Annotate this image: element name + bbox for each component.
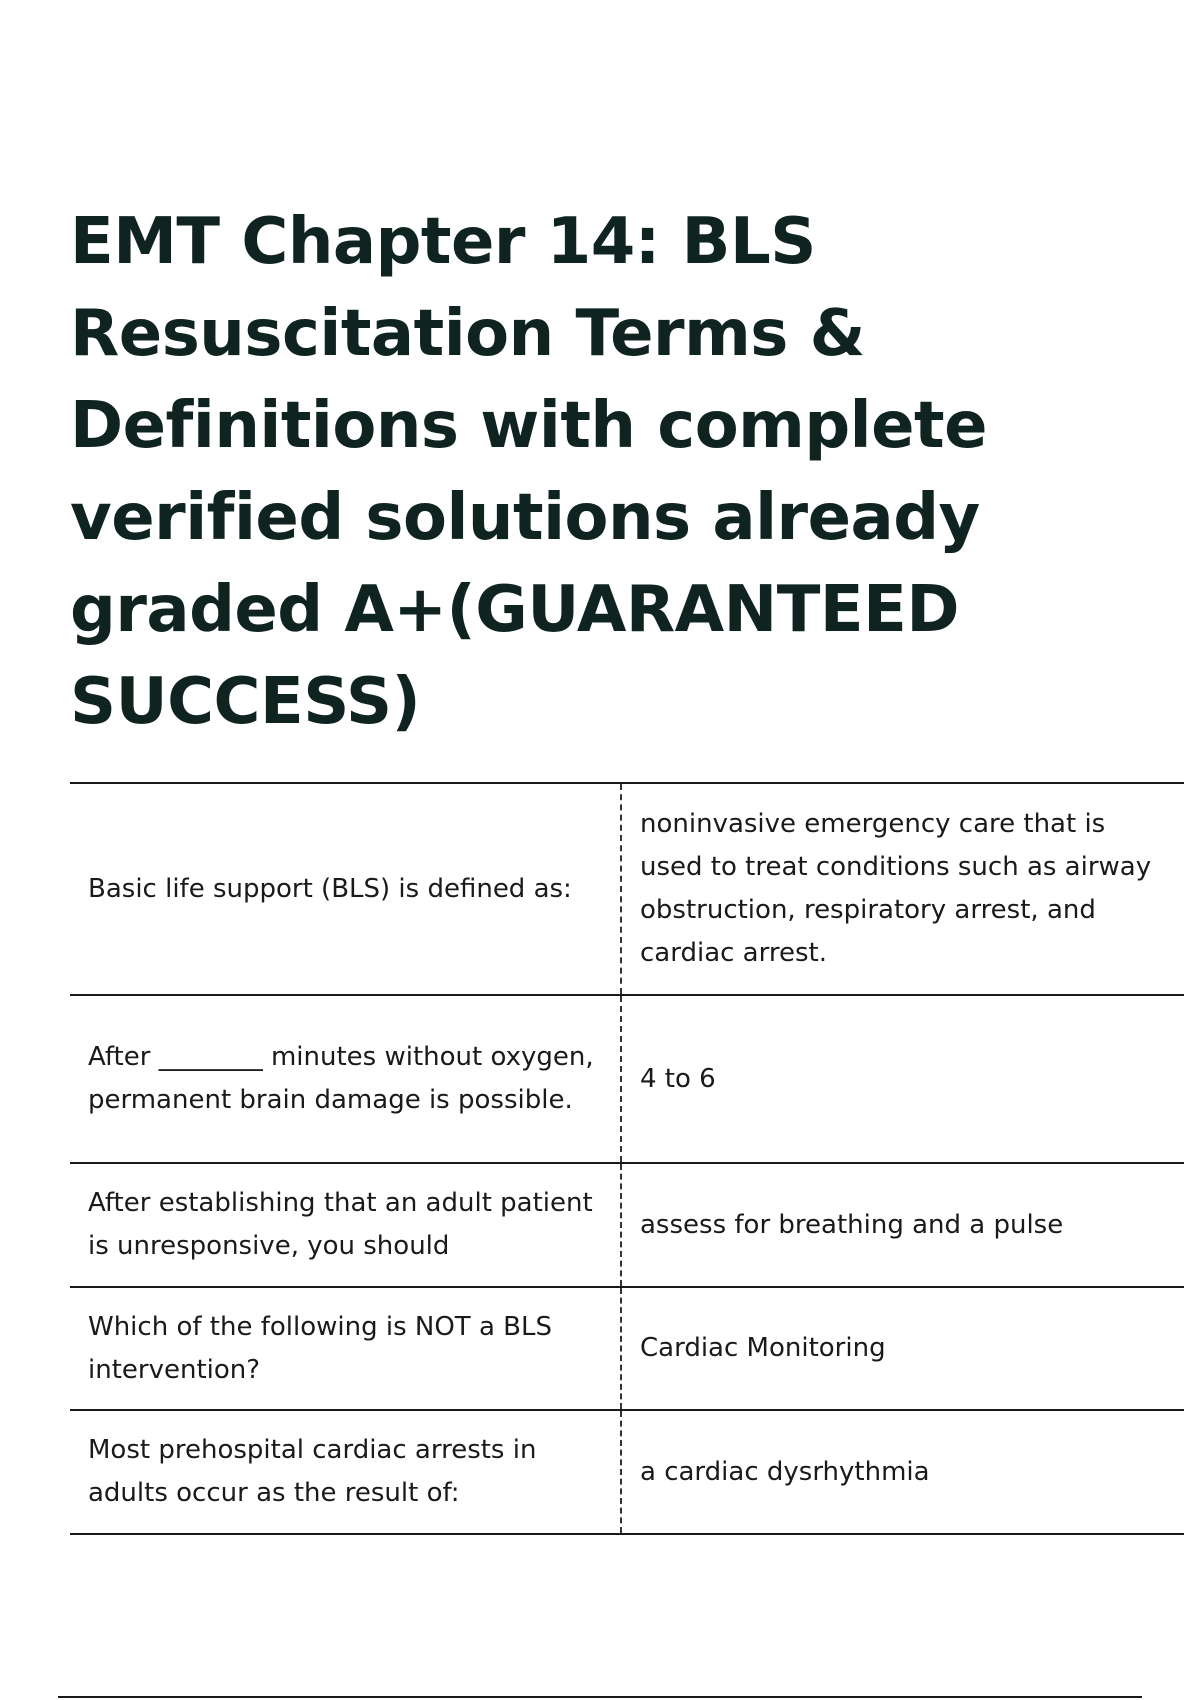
term-cell: After establishing that an adult patient is unresponsive, you should — [70, 1163, 621, 1287]
definition-cell: Cardiac Monitoring — [640, 1333, 886, 1363]
table-row — [70, 1410, 1184, 1534]
table-row — [70, 1163, 1184, 1287]
terms-table — [70, 782, 1184, 1535]
page-bottom-rule — [58, 1696, 1142, 1698]
definition-cell: noninvasive emergency care that is used to treat conditions such as airway obstruction, respiratory arrest, and cardiac arrest. — [640, 809, 1152, 968]
term-cell: Basic life support (BLS) is defined as: — [70, 783, 621, 995]
definition-cell: 4 to 6 — [640, 1063, 716, 1094]
term-cell: After ________ minutes without oxygen, permanent brain damage is possible. — [70, 995, 621, 1163]
term-cell: Which of the following is NOT a BLS intervention? — [70, 1287, 621, 1410]
term-cell: Most prehospital cardiac arrests in adults occur as the result of: — [70, 1410, 621, 1534]
definition-cell: a cardiac dysrhythmia — [640, 1456, 930, 1487]
table-row — [70, 995, 1184, 1163]
table-row — [70, 1287, 1184, 1410]
definition-cell: assess for breathing and a pulse — [640, 1209, 1064, 1240]
table-row — [70, 783, 1184, 995]
document-title: EMT Chapter 14: BLS Resuscitation Terms & Definitions with complete verified solutions already graded A+(GUARANTEED SUCCESS) — [70, 205, 987, 739]
